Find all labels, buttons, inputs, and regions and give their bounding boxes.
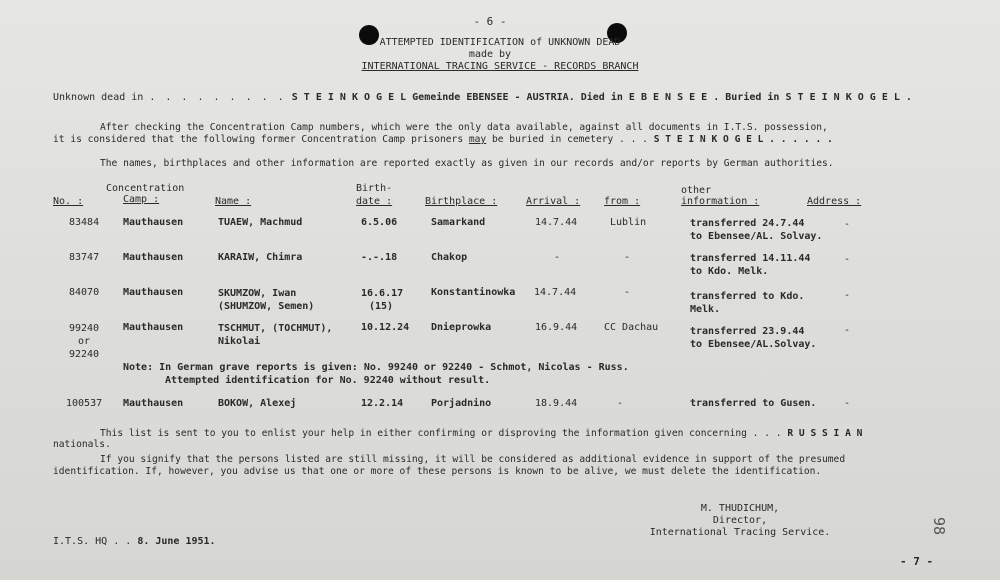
row-name: BOKOW, Alexej xyxy=(218,398,297,409)
header-camp-top: Concentration xyxy=(106,183,185,194)
row-birthplace: Porjadnino xyxy=(431,398,492,409)
intro-may: may xyxy=(468,134,487,145)
row-address: - xyxy=(844,398,851,409)
row-birthplace: Samarkand xyxy=(431,217,486,228)
organization-heading: INTERNATIONAL TRACING SERVICE - RECORDS BRANCH xyxy=(361,61,639,72)
row-info-line-2: to Ebensee/AL.Solvay. xyxy=(690,339,817,350)
row-address: - xyxy=(844,325,851,336)
row-camp: Mauthausen xyxy=(123,398,184,409)
row-camp: Mauthausen xyxy=(123,217,184,228)
row-arrival: - xyxy=(554,252,561,263)
header-birthplace: Birthplace : xyxy=(425,196,498,207)
unknown-dead-label: Unknown dead in xyxy=(53,92,144,103)
row-birthplace: Konstantinowka xyxy=(431,287,516,298)
note-line-1: Note: In German grave reports is given: No. 99240 or 92240 - Schmot, Nicolas - Russ. xyxy=(123,362,629,373)
header-birthdate: date : xyxy=(356,196,393,207)
row-name-line-2: Nikolai xyxy=(218,336,261,347)
row-name: KARAIW, Chimra xyxy=(218,252,303,263)
dot-leader: . . . . . . . . . xyxy=(149,92,286,103)
intro-line-2-pre: it is considered that the following former Concentration Camp prisoners xyxy=(53,134,464,145)
row-number-line-2: or xyxy=(77,336,91,347)
header-no: No. : xyxy=(53,196,84,207)
cemetery-name: S T E I N K O G E L . . . . . . xyxy=(653,134,833,145)
nationality: R U S S I A N xyxy=(787,428,863,439)
header-info-top: other xyxy=(681,185,712,196)
row-arrival: 18.9.44 xyxy=(535,398,578,409)
row-number-line-3: 92240 xyxy=(68,349,100,360)
closing-line-3: If you signify that the persons listed are still missing, it will be considered as additional evidence in support of the presumed xyxy=(100,454,846,465)
closing-line-2: nationals. xyxy=(53,439,111,450)
row-birthdate-line-2: (15) xyxy=(369,301,394,312)
grave-report-note xyxy=(123,361,629,387)
row-from: Lublin xyxy=(610,217,647,228)
row-number: 83747 xyxy=(69,252,100,263)
row-info-line-2: to Ebensee/AL. Solvay. xyxy=(690,231,823,242)
document-title: ATTEMPTED IDENTIFICATION of UNKNOWN DEAD xyxy=(379,37,621,48)
row-number-line-1: 99240 xyxy=(68,323,100,334)
header-info: information : xyxy=(681,196,760,207)
row-info: transferred to Gusen. xyxy=(690,398,817,409)
header-arrival: Arrival : xyxy=(526,196,581,207)
buried-label: . Buried in xyxy=(713,92,780,103)
row-info-line-1: transferred 14.11.44 xyxy=(690,253,811,264)
row-birthdate-line-1: 16.6.17 xyxy=(361,288,404,299)
row-name xyxy=(218,322,332,348)
row-address: - xyxy=(844,290,851,301)
buried-location: S T E I N K O G E L . xyxy=(785,92,912,103)
row-address: - xyxy=(844,254,851,265)
document-date: 8. June 1951. xyxy=(137,536,216,547)
row-name xyxy=(218,287,314,313)
footer-hq xyxy=(53,536,216,547)
header-from: from : xyxy=(604,196,641,207)
intro-line-2 xyxy=(53,134,833,145)
row-info-line-2: Melk. xyxy=(690,304,721,315)
header-birth-top: Birth- xyxy=(356,183,393,194)
closing-line-1 xyxy=(100,428,862,439)
intro-line-3: The names, birthplaces and other information are reported exactly as given in our records and/or reports by German authorities. xyxy=(100,158,834,169)
row-number: 84070 xyxy=(69,287,100,298)
row-arrival: 16.9.44 xyxy=(535,322,578,333)
location-name: S T E I N K O G E L xyxy=(291,92,407,103)
unknown-dead-line xyxy=(53,92,912,103)
page-number-next: - 7 - xyxy=(900,555,934,568)
corner-page-mark: 98 xyxy=(930,516,949,536)
closing-line-1-text: This list is sent to you to enlist your help in either confirming or disproving the information given concerning . . . xyxy=(100,428,782,439)
row-info-line-1: transferred 24.7.44 xyxy=(690,218,805,229)
row-number: 83484 xyxy=(69,217,100,228)
row-birthdate: 6.5.06 xyxy=(361,217,398,228)
intro-line-1: After checking the Concentration Camp numbers, which were the only data available, against all documents in I.T.S. possession, xyxy=(100,122,828,133)
row-birthplace: Dnieprowka xyxy=(431,322,492,333)
closing-line-4: identification. If, however, you advise us that one or more of these persons is known to be alive, we must delete the identification. xyxy=(53,466,822,477)
row-birthdate: 10.12.24 xyxy=(361,322,410,333)
row-name-line-1: SKUMZOW, Iwan xyxy=(218,288,297,299)
row-address: - xyxy=(844,219,851,230)
row-camp: Mauthausen xyxy=(123,252,184,263)
row-info xyxy=(690,217,822,243)
row-birthdate: -.-.18 xyxy=(361,252,398,263)
row-info xyxy=(690,290,804,316)
row-from: - xyxy=(617,398,624,409)
signature-org: International Tracing Service. xyxy=(649,527,831,538)
row-info xyxy=(690,252,810,278)
signature-name: M. THUDICHUM, xyxy=(700,503,780,514)
row-info-line-2: to Kdo. Melk. xyxy=(690,266,769,277)
row-from: - xyxy=(624,252,631,263)
died-location: E B E N S E E xyxy=(628,92,708,103)
row-info xyxy=(690,325,816,351)
row-arrival: 14.7.44 xyxy=(534,287,577,298)
location-details: Gemeinde EBENSEE - AUSTRIA. Died in xyxy=(412,92,623,103)
row-info-line-1: transferred 23.9.44 xyxy=(690,326,805,337)
signature-title: Director, xyxy=(712,515,768,526)
row-from: CC Dachau xyxy=(604,322,659,333)
row-camp: Mauthausen xyxy=(123,287,184,298)
row-from: - xyxy=(624,287,631,298)
row-info-line-1: transferred to Kdo. xyxy=(690,291,805,302)
row-name-line-1: TSCHMUT, (TOCHMUT), xyxy=(218,323,333,334)
header-name: Name : xyxy=(215,196,252,207)
intro-line-2-post: be buried in cemetery . . . xyxy=(491,134,648,145)
row-birthdate xyxy=(361,287,403,313)
row-camp: Mauthausen xyxy=(123,322,184,333)
made-by: made by xyxy=(468,49,512,60)
header-address: Address : xyxy=(807,196,862,207)
row-birthplace: Chakop xyxy=(431,252,468,263)
header-camp: Camp : xyxy=(123,194,160,205)
note-line-2: Attempted identification for No. 92240 without result. xyxy=(165,375,491,386)
row-arrival: 14.7.44 xyxy=(535,217,578,228)
row-name: TUAEW, Machmud xyxy=(218,217,303,228)
row-birthdate: 12.2.14 xyxy=(361,398,404,409)
page-number-top: - 6 - xyxy=(473,15,507,28)
row-number: 100537 xyxy=(66,398,103,409)
row-number xyxy=(64,322,104,361)
its-hq-label: I.T.S. HQ . . xyxy=(53,536,132,547)
row-name-line-2: (SHUMZOW, Semen) xyxy=(218,301,315,312)
